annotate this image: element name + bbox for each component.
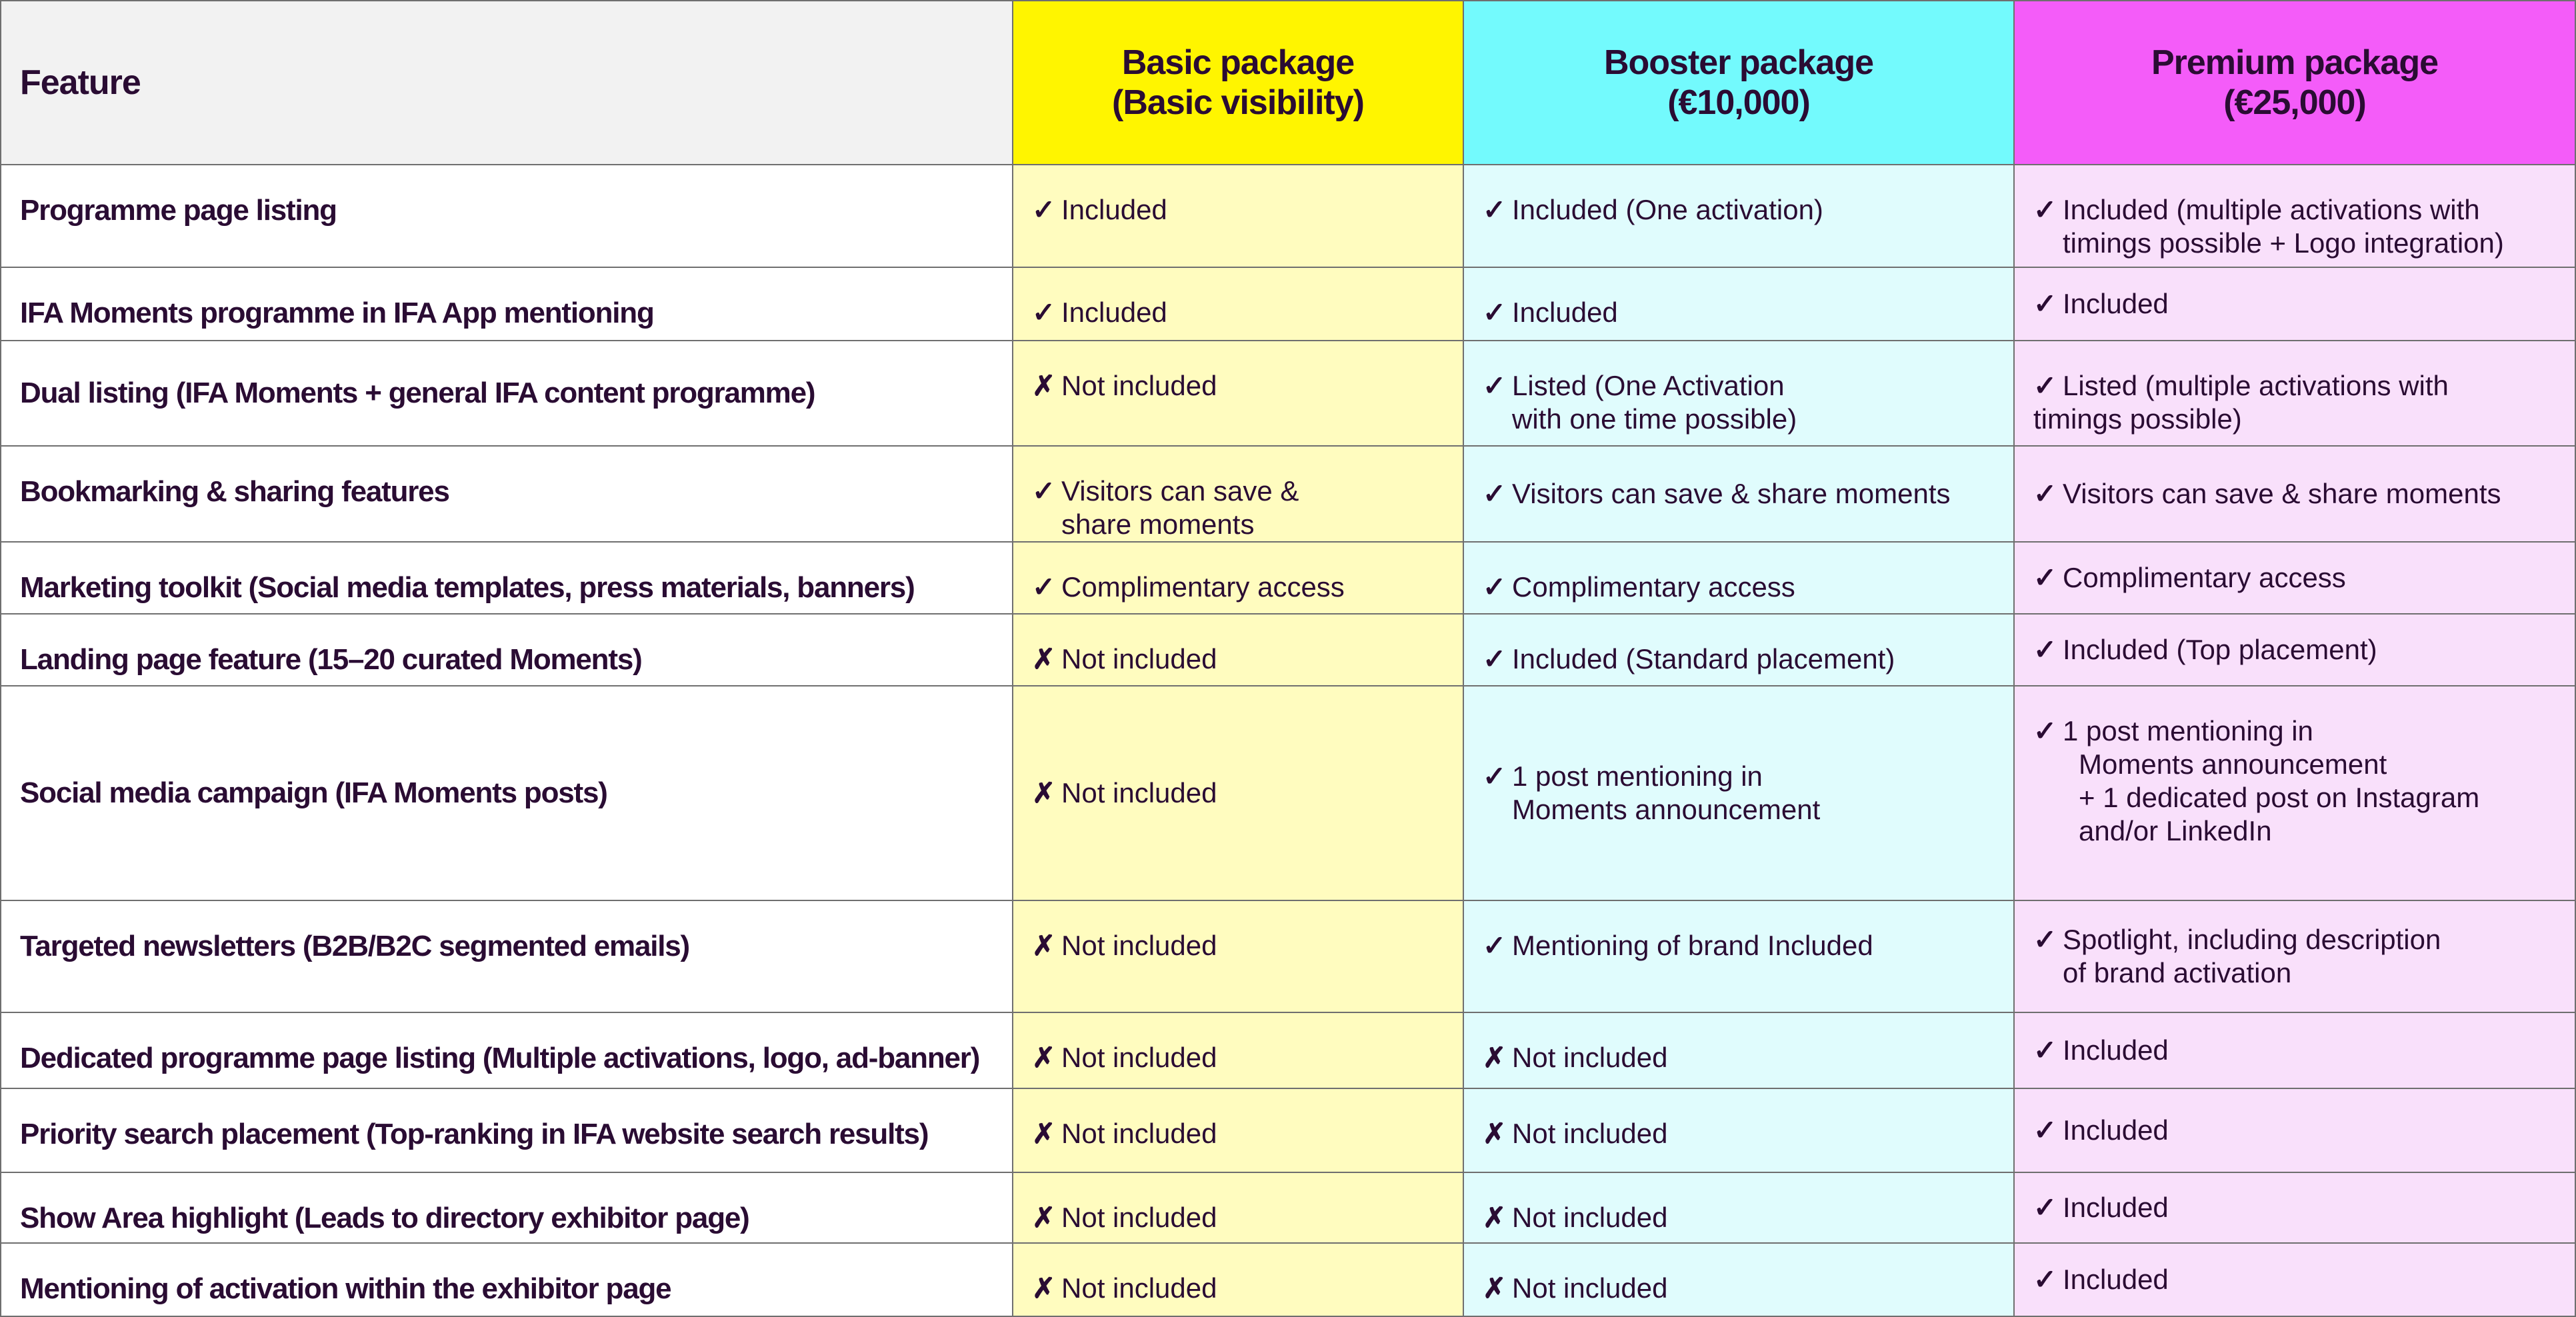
premium-package-cell (2014, 1172, 2575, 1243)
premium-package-cell (2014, 446, 2575, 542)
cell-line (2033, 1114, 2556, 1147)
feature-name: IFA Moments programme in IFA App mentioning (1, 267, 1013, 341)
feature-name: Programme page listing (1, 165, 1013, 267)
cell-line (2033, 369, 2556, 403)
premium-package-cell (2014, 267, 2575, 341)
feature-name: Priority search placement (Top-ranking in IFA website search results) (1, 1088, 1013, 1172)
table-row (1, 900, 2575, 1012)
basic-package-cell (1013, 446, 1463, 542)
cell-text: Visitors can save & share moments (1512, 478, 1951, 509)
cell-line (1032, 1117, 1444, 1150)
cell-line (1483, 296, 1995, 329)
cell-text: Not included (1061, 1118, 1217, 1149)
cell-line (2033, 561, 2556, 595)
header-row (1, 1, 2575, 165)
cell-text: Mentioning of brand Included (1512, 930, 1873, 961)
booster-package-cell (1463, 614, 2014, 686)
cell-text: Not included (1061, 643, 1217, 674)
cell-line (2033, 477, 2556, 511)
basic-package-title: Basic package (1121, 43, 1355, 82)
booster-package-cell (1463, 341, 2014, 446)
cell-text: 1 post mentioning in (1512, 760, 1763, 792)
cell-text: Included (2063, 1034, 2169, 1066)
cell-line: and/or LinkedIn (2079, 815, 2272, 846)
cell-text: Included (multiple activations with (2063, 194, 2480, 225)
check-icon: ✓ (2033, 194, 2057, 225)
basic-package-cell (1013, 614, 1463, 686)
cell-text: Visitors can save & share moments (2063, 478, 2501, 509)
check-icon: ✓ (2033, 1114, 2057, 1146)
cell-line (2033, 193, 2556, 227)
cell-line (1032, 1041, 1444, 1074)
cell-text: Visitors can save & (1061, 475, 1299, 507)
feature-name: Targeted newsletters (B2B/B2C segmented emails) (1, 900, 1013, 1012)
premium-package-cell (2014, 1088, 2575, 1172)
premium-package-cell (2014, 900, 2575, 1012)
cell-line (2033, 714, 2556, 748)
booster-package-cell (1463, 1172, 2014, 1243)
cross-icon: ✗ (1032, 1272, 1056, 1304)
basic-package-cell (1013, 686, 1463, 900)
check-icon: ✓ (2033, 562, 2057, 593)
table-row (1, 1012, 2575, 1088)
check-icon: ✓ (1032, 194, 1056, 225)
cell-line (2033, 287, 2556, 321)
cell-line (2033, 633, 2556, 666)
cell-text: Included (2063, 1264, 2169, 1295)
booster-package-price: (€10,000) (1667, 83, 1810, 122)
cell-text: Complimentary access (1061, 571, 1345, 603)
cell-line (1032, 776, 1444, 810)
cell-line (1483, 1041, 1995, 1074)
booster-package-title: Booster package (1603, 43, 1874, 82)
premium-package-cell (2014, 165, 2575, 267)
cell-line: Moments announcement (2079, 748, 2387, 780)
cell-line (1032, 1272, 1444, 1305)
cross-icon: ✗ (1032, 643, 1056, 674)
table-row (1, 542, 2575, 614)
cell-line (1483, 571, 1995, 604)
cross-icon: ✗ (1032, 930, 1056, 961)
feature-column-header: Feature (1, 1, 1013, 165)
cell-line (1032, 296, 1444, 329)
basic-package-cell (1013, 1088, 1463, 1172)
cell-text: Not included (1061, 777, 1217, 808)
cell-text: Not included (1061, 370, 1217, 401)
basic-package-cell (1013, 1172, 1463, 1243)
cell-text: Not included (1512, 1118, 1668, 1149)
cell-text: Included (Standard placement) (1512, 643, 1895, 674)
basic-package-cell (1013, 165, 1463, 267)
table-row (1, 1172, 2575, 1243)
cell-line (2033, 923, 2556, 956)
check-icon: ✓ (2033, 634, 2057, 665)
cross-icon: ✗ (1032, 370, 1056, 401)
cell-line (1483, 369, 1995, 403)
cell-line (1483, 193, 1995, 227)
basic-package-cell (1013, 267, 1463, 341)
cross-icon: ✗ (1483, 1272, 1507, 1304)
cell-text: Not included (1061, 1202, 1217, 1233)
booster-package-cell (1463, 686, 2014, 900)
cell-line: with one time possible) (1512, 403, 1797, 435)
check-icon: ✓ (1032, 297, 1056, 328)
check-icon: ✓ (2033, 370, 2057, 401)
cell-text: Listed (multiple activations with (2063, 370, 2449, 401)
check-icon: ✓ (1483, 571, 1507, 603)
premium-package-cell (2014, 1012, 2575, 1088)
feature-name: Dedicated programme page listing (Multiple activations, logo, ad-banner) (1, 1012, 1013, 1088)
premium-package-cell (2014, 614, 2575, 686)
cell-text: Included (1061, 297, 1167, 328)
cell-text: Complimentary access (2063, 562, 2346, 593)
check-icon: ✓ (2033, 478, 2057, 509)
cell-text: Not included (1061, 1042, 1217, 1073)
premium-package-cell (2014, 686, 2575, 900)
check-icon: ✓ (1483, 643, 1507, 674)
cell-text: Included (1061, 194, 1167, 225)
cross-icon: ✗ (1032, 1202, 1056, 1233)
table-row (1, 1088, 2575, 1172)
cell-line (1483, 1272, 1995, 1305)
premium-package-title: Premium package (2151, 43, 2439, 82)
premium-package-cell (2014, 542, 2575, 614)
table-row (1, 1243, 2575, 1316)
cell-line (2033, 1191, 2556, 1224)
cell-line (2033, 1034, 2556, 1067)
check-icon: ✓ (2033, 288, 2057, 319)
feature-name: Bookmarking & sharing features (1, 446, 1013, 542)
cell-text: Included (2063, 288, 2169, 319)
cross-icon: ✗ (1483, 1042, 1507, 1073)
cell-line (1032, 929, 1444, 962)
cell-text: Not included (1061, 1272, 1217, 1304)
cell-line (1032, 643, 1444, 676)
check-icon: ✓ (2033, 1034, 2057, 1066)
cell-text: 1 post mentioning in (2063, 715, 2313, 746)
table-row (1, 614, 2575, 686)
table-row (1, 446, 2575, 542)
cell-text: Not included (1512, 1202, 1668, 1233)
basic-package-cell (1013, 542, 1463, 614)
check-icon: ✓ (2033, 715, 2057, 746)
check-icon: ✓ (1483, 930, 1507, 961)
premium-package-header (2014, 1, 2575, 165)
feature-name: Landing page feature (15–20 curated Moments) (1, 614, 1013, 686)
cell-line (1032, 193, 1444, 227)
cell-line (1483, 760, 1995, 793)
cell-line (1032, 475, 1444, 508)
check-icon: ✓ (2033, 924, 2057, 955)
cross-icon: ✗ (1032, 777, 1056, 808)
cell-text: Complimentary access (1512, 571, 1795, 603)
cell-text: Included (One activation) (1512, 194, 1823, 225)
basic-package-header (1013, 1, 1463, 165)
check-icon: ✓ (1483, 194, 1507, 225)
table-row (1, 341, 2575, 446)
cell-text: Not included (1512, 1042, 1668, 1073)
cell-line (1483, 477, 1995, 511)
booster-package-cell (1463, 900, 2014, 1012)
premium-package-cell (2014, 1243, 2575, 1316)
basic-package-cell (1013, 341, 1463, 446)
cell-line (2033, 1263, 2556, 1296)
basic-package-cell (1013, 900, 1463, 1012)
feature-name: Marketing toolkit (Social media templates, press materials, banners) (1, 542, 1013, 614)
cell-line: of brand activation (2063, 957, 2292, 988)
cross-icon: ✗ (1483, 1202, 1507, 1233)
cell-text: Listed (One Activation (1512, 370, 1785, 401)
table-row (1, 267, 2575, 341)
basic-package-cell (1013, 1012, 1463, 1088)
cell-line (1032, 369, 1444, 403)
booster-package-cell (1463, 267, 2014, 341)
check-icon: ✓ (1483, 478, 1507, 509)
cell-line: share moments (1061, 509, 1255, 540)
cell-text: Not included (1512, 1272, 1668, 1304)
cross-icon: ✗ (1483, 1118, 1507, 1149)
cell-text: Included (2063, 1114, 2169, 1146)
table-row (1, 165, 2575, 267)
cell-line: timings possible + Logo integration) (2063, 227, 2504, 259)
booster-package-cell (1463, 542, 2014, 614)
cell-text: Spotlight, including description (2063, 924, 2441, 955)
cell-line: Moments announcement (1512, 794, 1821, 825)
premium-package-cell (2014, 341, 2575, 446)
cell-text: Not included (1061, 930, 1217, 961)
cross-icon: ✗ (1032, 1042, 1056, 1073)
cell-line (1032, 1201, 1444, 1234)
booster-package-cell (1463, 165, 2014, 267)
check-icon: ✓ (2033, 1192, 2057, 1223)
check-icon: ✓ (2033, 1264, 2057, 1295)
cell-line (1483, 929, 1995, 962)
check-icon: ✓ (1483, 297, 1507, 328)
booster-package-header (1463, 1, 2014, 165)
check-icon: ✓ (1483, 760, 1507, 792)
cell-text: Included (Top placement) (2063, 634, 2377, 665)
cell-line (1483, 1201, 1995, 1234)
cell-line (1483, 643, 1995, 676)
basic-package-subtitle: (Basic visibility) (1112, 83, 1364, 122)
basic-package-cell (1013, 1243, 1463, 1316)
booster-package-cell (1463, 1088, 2014, 1172)
cell-text: Included (1512, 297, 1618, 328)
cell-line (1032, 571, 1444, 604)
feature-name: Show Area highlight (Leads to directory exhibitor page) (1, 1172, 1013, 1243)
cell-line (1483, 1117, 1995, 1150)
check-icon: ✓ (1032, 571, 1056, 603)
cell-text: Included (2063, 1192, 2169, 1223)
table-row (1, 686, 2575, 900)
feature-name: Social media campaign (IFA Moments posts) (1, 686, 1013, 900)
check-icon: ✓ (1032, 475, 1056, 507)
feature-name: Mentioning of activation within the exhibitor page (1, 1243, 1013, 1316)
booster-package-cell (1463, 1243, 2014, 1316)
feature-name: Dual listing (IFA Moments + general IFA content programme) (1, 341, 1013, 446)
premium-package-price: (€25,000) (2223, 83, 2366, 122)
cell-line: + 1 dedicated post on Instagram (2079, 782, 2480, 813)
booster-package-cell (1463, 1012, 2014, 1088)
cell-line: timings possible) (2033, 403, 2242, 435)
check-icon: ✓ (1483, 370, 1507, 401)
cross-icon: ✗ (1032, 1118, 1056, 1149)
booster-package-cell (1463, 446, 2014, 542)
